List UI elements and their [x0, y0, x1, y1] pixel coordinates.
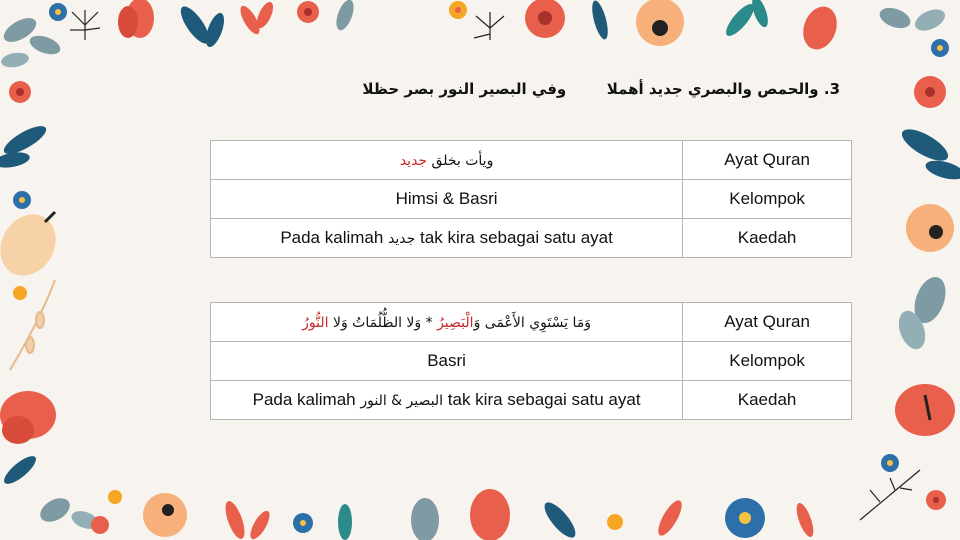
blue-leaf-icon — [0, 452, 40, 488]
row-label: Kelompok — [683, 180, 852, 219]
blue-leaf-icon — [0, 121, 50, 170]
teal-leaf-icon — [722, 0, 771, 40]
rule-arabic-word: البصير & النور — [360, 393, 444, 409]
rule-arabic-word: جديد — [388, 231, 416, 247]
blue-leaf-icon — [540, 498, 581, 540]
group-cell: Himsi & Basri — [211, 180, 683, 219]
small-flower-icon — [926, 490, 946, 510]
ayat-cell — [211, 141, 683, 180]
blue-leaf-icon — [589, 0, 611, 41]
peach-flower-icon — [906, 204, 954, 252]
red-leaf-icon — [793, 501, 817, 539]
title-verse-part1: والحمص والبصري جديد أهملا — [606, 80, 819, 98]
blue-leaf-icon — [897, 123, 960, 183]
leaf-cluster-icon — [0, 13, 63, 69]
red-tulip-icon — [118, 0, 154, 38]
rule-text-post: tak kira sebagai satu ayat — [420, 228, 613, 247]
small-flower-icon — [881, 454, 899, 472]
small-flower-icon — [49, 3, 67, 21]
row-label: Ayat Quran — [683, 303, 852, 342]
peach-flower-icon — [143, 493, 187, 537]
table-row — [211, 303, 852, 342]
ayat-highlight: جديد — [399, 153, 428, 169]
table-row — [211, 381, 852, 420]
red-flower-icon — [914, 76, 946, 108]
small-flower-icon — [607, 514, 623, 530]
onion-flower-icon — [0, 204, 67, 285]
table-row — [211, 141, 852, 180]
red-leaf-icon — [237, 0, 277, 37]
rule-text-post: tak kira sebagai satu ayat — [447, 390, 641, 409]
small-flower-icon — [13, 286, 27, 300]
leaf-cluster-icon — [333, 0, 357, 32]
ayat-text: وَمَا يَسْتَوِي الأَعْمَى وَ — [473, 315, 591, 331]
table-row — [211, 180, 852, 219]
small-flower-icon — [293, 513, 313, 533]
small-flower-icon — [931, 39, 949, 57]
row-label: Kaedah — [683, 219, 852, 258]
red-leaf-icon — [654, 497, 686, 539]
dandelion-icon — [70, 10, 100, 40]
small-flower-icon — [91, 516, 109, 534]
rule-text-pre: Pada kalimah — [280, 228, 384, 247]
ayat-cell — [211, 303, 683, 342]
rule-cell — [211, 381, 683, 420]
red-tulip-icon — [797, 2, 842, 54]
ayat-highlight: النُّورُ — [302, 315, 329, 331]
peach-flower-icon — [636, 0, 684, 46]
rule-text-pre: Pada kalimah — [252, 390, 356, 409]
rule-table-2 — [210, 302, 852, 420]
ayat-text: ويأت بخلق — [431, 153, 494, 169]
small-flower-icon — [13, 191, 31, 209]
blue-flower-icon — [725, 498, 765, 538]
small-flower-icon — [9, 81, 31, 103]
row-label: Kelompok — [683, 342, 852, 381]
ayat-text: * وَلا الظُّلُمَاتُ وَلا — [328, 315, 438, 331]
red-leaf-icon — [222, 499, 274, 540]
leaf-cluster-icon — [877, 4, 948, 35]
row-label: Ayat Quran — [683, 141, 852, 180]
red-flower-icon — [525, 0, 565, 38]
group-cell: Basri — [211, 342, 683, 381]
slide-title — [362, 80, 840, 104]
red-tulip-icon — [0, 391, 56, 444]
title-verse-part2: وفي البصير النور بصر حظلا — [362, 80, 567, 98]
table-row — [211, 219, 852, 258]
table-row — [211, 342, 852, 381]
red-tulip-icon — [895, 384, 955, 436]
ayat-highlight: الْبَصِيرُ — [437, 315, 474, 331]
small-flower-icon — [449, 1, 467, 19]
leaf-cluster-icon — [411, 498, 439, 540]
red-tulip-icon — [470, 489, 510, 540]
rule-table-1 — [210, 140, 852, 258]
leaf-cluster-icon — [894, 273, 951, 353]
title-number: 3. — [823, 80, 840, 98]
blue-leaf-icon — [176, 2, 228, 49]
dandelion-icon — [860, 470, 920, 520]
teal-leaf-icon — [338, 504, 352, 540]
small-flower-icon — [108, 490, 122, 504]
rule-cell — [211, 219, 683, 258]
row-label: Kaedah — [683, 381, 852, 420]
dandelion-icon — [474, 12, 504, 40]
small-flower-icon — [297, 1, 319, 23]
